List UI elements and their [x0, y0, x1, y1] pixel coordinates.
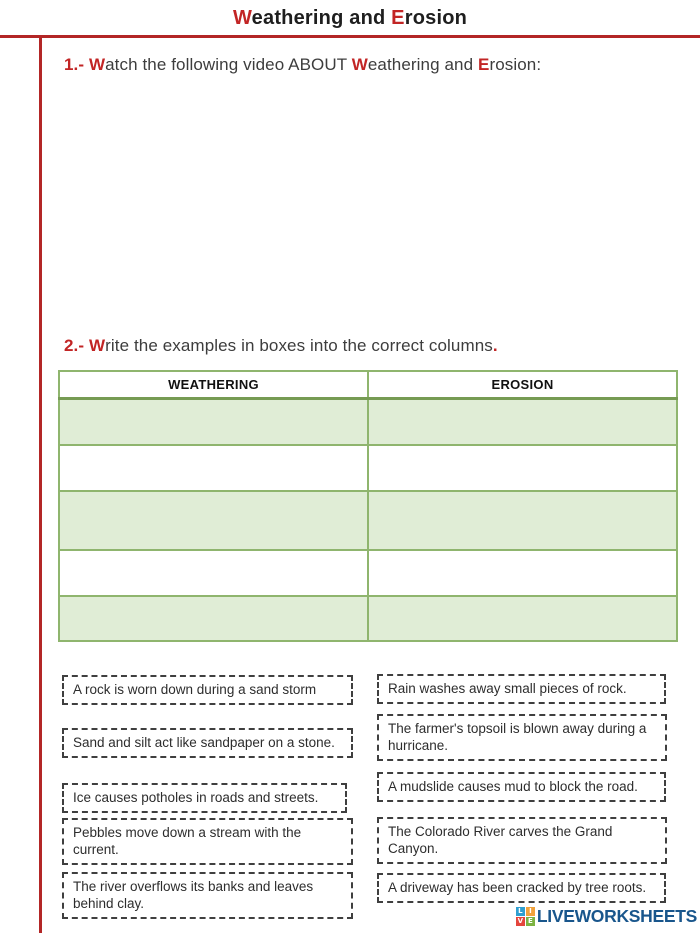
table-row — [59, 445, 677, 491]
video-embed-area — [62, 95, 662, 320]
table-row — [59, 550, 677, 596]
word-box: A mudslide causes mud to block the road. — [377, 772, 666, 802]
weathering-answer-cell-2[interactable] — [59, 445, 368, 491]
logo-square-l: L — [516, 907, 525, 916]
erosion-answer-cell-5[interactable] — [368, 596, 677, 641]
erosion-answer-cell-4[interactable] — [368, 550, 677, 596]
title-initial-e: E — [391, 7, 405, 29]
liveworksheets-wordmark: LIVEWORKSHEETS — [536, 906, 697, 926]
table-row — [59, 398, 677, 445]
word-box: The Colorado River carves the Grand Canyon. — [377, 817, 667, 864]
word-box: Pebbles move down a stream with the current. — [62, 818, 353, 865]
weathering-answer-cell-5[interactable] — [59, 596, 368, 641]
erosion-answer-cell-1[interactable] — [368, 398, 677, 445]
weathering-answer-cell-1[interactable] — [59, 398, 368, 445]
column-header-weathering: WEATHERING — [59, 371, 368, 398]
word-box: A rock is worn down during a sand storm — [62, 675, 353, 705]
vertical-rule — [39, 37, 42, 933]
section2-heading: 2.- Write the examples in boxes into the correct columns. — [64, 336, 498, 355]
liveworksheets-logo[interactable] — [516, 906, 697, 927]
table-header-row — [59, 371, 677, 398]
title-initial-w: W — [232, 7, 252, 29]
weathering-answer-cell-4[interactable] — [59, 550, 368, 596]
erosion-answer-cell-2[interactable] — [368, 445, 677, 491]
word-box: A driveway has been cracked by tree roots. — [377, 873, 666, 903]
table-row — [59, 596, 677, 641]
logo-square-v: V — [517, 917, 524, 925]
erosion-answer-cell-3[interactable] — [368, 491, 677, 550]
table-row — [59, 491, 677, 550]
section2-number: 2.- — [64, 336, 89, 355]
word-box: The farmer's topsoil is blown away during a hurricane. — [377, 714, 667, 761]
liveworksheets-logo-icon — [516, 907, 535, 926]
section1-number: 1.- — [64, 55, 89, 74]
horizontal-rule — [0, 35, 700, 38]
word-box: Sand and silt act like sandpaper on a stone. — [62, 728, 353, 758]
classification-table — [58, 370, 678, 642]
logo-square-i: I — [526, 907, 535, 916]
section1-heading: 1.- Watch the following video ABOUT Weathering and Erosion: — [64, 55, 542, 74]
word-box: Ice causes potholes in roads and streets. — [62, 783, 347, 813]
column-header-erosion: EROSION — [368, 371, 677, 398]
word-box: The river overflows its banks and leaves behind clay. — [62, 872, 353, 919]
page-title: Weathering and Erosion — [232, 7, 468, 29]
weathering-answer-cell-3[interactable] — [59, 491, 368, 550]
logo-square-e: E — [526, 917, 535, 926]
word-box: Rain washes away small pieces of rock. — [377, 674, 666, 704]
